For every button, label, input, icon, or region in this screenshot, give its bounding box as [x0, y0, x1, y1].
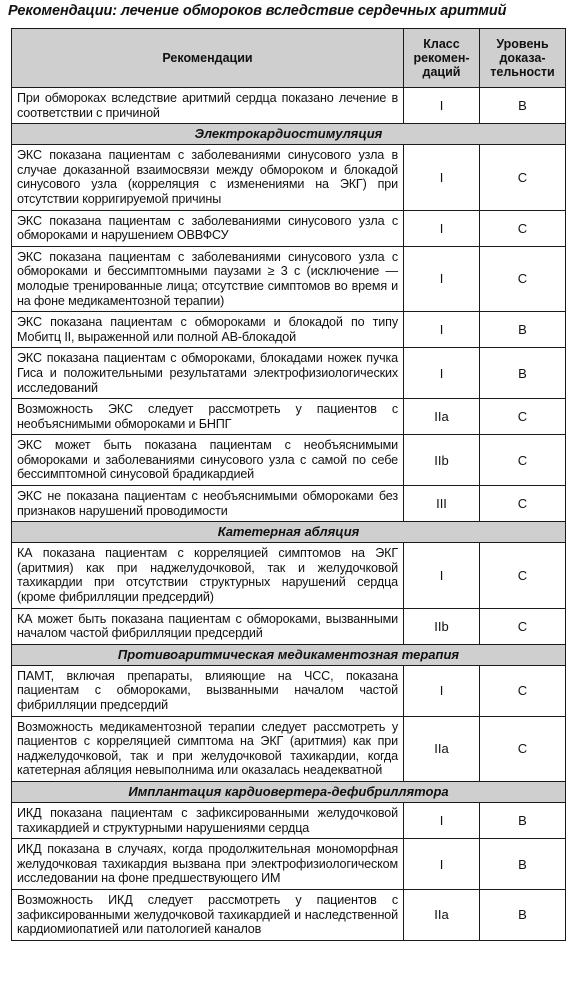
- level-cell: C: [480, 665, 566, 716]
- level-cell: C: [480, 608, 566, 644]
- class-cell: I: [404, 839, 480, 890]
- level-cell: C: [480, 210, 566, 246]
- level-cell: C: [480, 399, 566, 435]
- section-header-row: [12, 522, 566, 543]
- class-cell: I: [404, 348, 480, 399]
- table-row: [12, 210, 566, 246]
- recommendation-text: ПАМТ, включая препараты, влияющие на ЧСС, показана пациентам с обмороками, вызванными началом частой фибрилляции предсердий: [12, 665, 404, 716]
- level-cell: B: [480, 889, 566, 940]
- recommendation-text: ИКД показана в случаях, когда продолжительная мономорфная желудочковая тахикардия вызвана при электрофизиологическом исследовании на фоне предшествующего ИМ: [12, 839, 404, 890]
- table-row: [12, 665, 566, 716]
- section-header-row: [12, 644, 566, 665]
- recommendation-text: ЭКС может быть показана пациентам с необъяснимыми обмороками и заболеваниями синусового узла с самой по себе бессимптомной синусовой брадикардией: [12, 435, 404, 486]
- page-title: Рекомендации: лечение обмороков вследствие сердечных аритмий: [8, 3, 507, 19]
- recommendation-text: Возможность ЭКС следует рассмотреть у пациентов с необъяснимыми обмороками и БНПГ: [12, 399, 404, 435]
- level-cell: B: [480, 88, 566, 124]
- section-title: Противоаритмическая медикаментозная терапия: [12, 644, 566, 665]
- class-cell: I: [404, 210, 480, 246]
- recommendation-text: При обмороках вследствие аритмий сердца показано лечение в соответствии с причиной: [12, 88, 404, 124]
- table-row: [12, 312, 566, 348]
- class-cell: III: [404, 486, 480, 522]
- class-cell: IIb: [404, 608, 480, 644]
- table-row: [12, 348, 566, 399]
- table-row: [12, 399, 566, 435]
- level-cell: C: [480, 543, 566, 608]
- recommendation-text: ЭКС показана пациентам с обмороками, блокадами ножек пучка Гиса и положительными результатами электрофизиологических исследований: [12, 348, 404, 399]
- class-cell: I: [404, 665, 480, 716]
- class-cell: IIb: [404, 435, 480, 486]
- section-title: Катетерная абляция: [12, 522, 566, 543]
- level-cell: B: [480, 839, 566, 890]
- level-cell: C: [480, 145, 566, 210]
- table-body: [12, 88, 566, 941]
- section-title: Имплантация кардиовертера-дефибриллятора: [12, 781, 566, 802]
- class-cell: IIa: [404, 716, 480, 781]
- recommendation-text: КА показана пациентам с корреляцией симптомов на ЭКГ (аритмия) как при наджелудочковой, так и желудочковой тахикардии при отсутствии структурных нарушений сердца (кроме фибрилляции предсердий): [12, 543, 404, 608]
- class-cell: I: [404, 312, 480, 348]
- table-row: [12, 889, 566, 940]
- table-row: [12, 435, 566, 486]
- recommendation-text: ЭКС не показана пациентам с необъяснимыми обмороками без признаков нарушений проводимости: [12, 486, 404, 522]
- recommendations-table: [11, 28, 566, 941]
- recommendation-text: Возможность медикаментозной терапии следует рассмотреть у пациентов с корреляцией симптома на ЭКГ (аритмия) как при наджелудочковой, так и при желудочковой тахикардии, когда катетерная абляция невыполнима или оказалась неадекватной: [12, 716, 404, 781]
- table-header-row: [12, 29, 566, 88]
- class-cell: I: [404, 543, 480, 608]
- recommendation-text: КА может быть показана пациентам с обмороками, вызванными началом частой фибрилляции предсердий: [12, 608, 404, 644]
- table-row: [12, 145, 566, 210]
- recommendation-text: Возможность ИКД следует рассмотреть у пациентов с зафиксированными желудочковой тахикардией и наследственной кардиомиопатией или патологией каналов: [12, 889, 404, 940]
- level-cell: B: [480, 802, 566, 838]
- header-recommendations: Рекомендации: [12, 29, 404, 88]
- recommendation-text: ЭКС показана пациентам с заболеваниями синусового узла с обмороками и нарушением ОВВФСУ: [12, 210, 404, 246]
- table-row: [12, 246, 566, 311]
- level-cell: C: [480, 716, 566, 781]
- header-class: Класс рекомен-даций: [404, 29, 480, 88]
- recommendation-text: ЭКС показана пациентам с обмороками и блокадой по типу Мобитц II, выраженной или полной АВ-блокадой: [12, 312, 404, 348]
- header-level: Уровень доказа-тельности: [480, 29, 566, 88]
- table-row: [12, 716, 566, 781]
- level-cell: B: [480, 312, 566, 348]
- table-row: [12, 608, 566, 644]
- section-header-row: [12, 781, 566, 802]
- table-row: [12, 802, 566, 838]
- level-cell: C: [480, 246, 566, 311]
- class-cell: I: [404, 88, 480, 124]
- table-row: [12, 88, 566, 124]
- class-cell: I: [404, 145, 480, 210]
- class-cell: IIa: [404, 399, 480, 435]
- class-cell: I: [404, 802, 480, 838]
- level-cell: C: [480, 435, 566, 486]
- section-title: Электрокардиостимуляция: [12, 124, 566, 145]
- section-header-row: [12, 124, 566, 145]
- table-row: [12, 486, 566, 522]
- class-cell: I: [404, 246, 480, 311]
- class-cell: IIa: [404, 889, 480, 940]
- recommendation-text: ИКД показана пациентам с зафиксированными желудочковой тахикардией и структурными нарушениями сердца: [12, 802, 404, 838]
- recommendation-text: ЭКС показана пациентам с заболеваниями синусового узла с обмороками и бессимптомными паузами ≥ 3 с (исключение — молодые тренированные лица; отсутствие симптомов во время и на фоне медикаментозной терапии): [12, 246, 404, 311]
- level-cell: C: [480, 486, 566, 522]
- table-row: [12, 839, 566, 890]
- table-row: [12, 543, 566, 608]
- recommendation-text: ЭКС показана пациентам с заболеваниями синусового узла в случае доказанной взаимосвязи между обмороком и блокадой синусового узла (корреляция с изменениями на ЭКГ) при отсутствии корригируемой причины: [12, 145, 404, 210]
- level-cell: B: [480, 348, 566, 399]
